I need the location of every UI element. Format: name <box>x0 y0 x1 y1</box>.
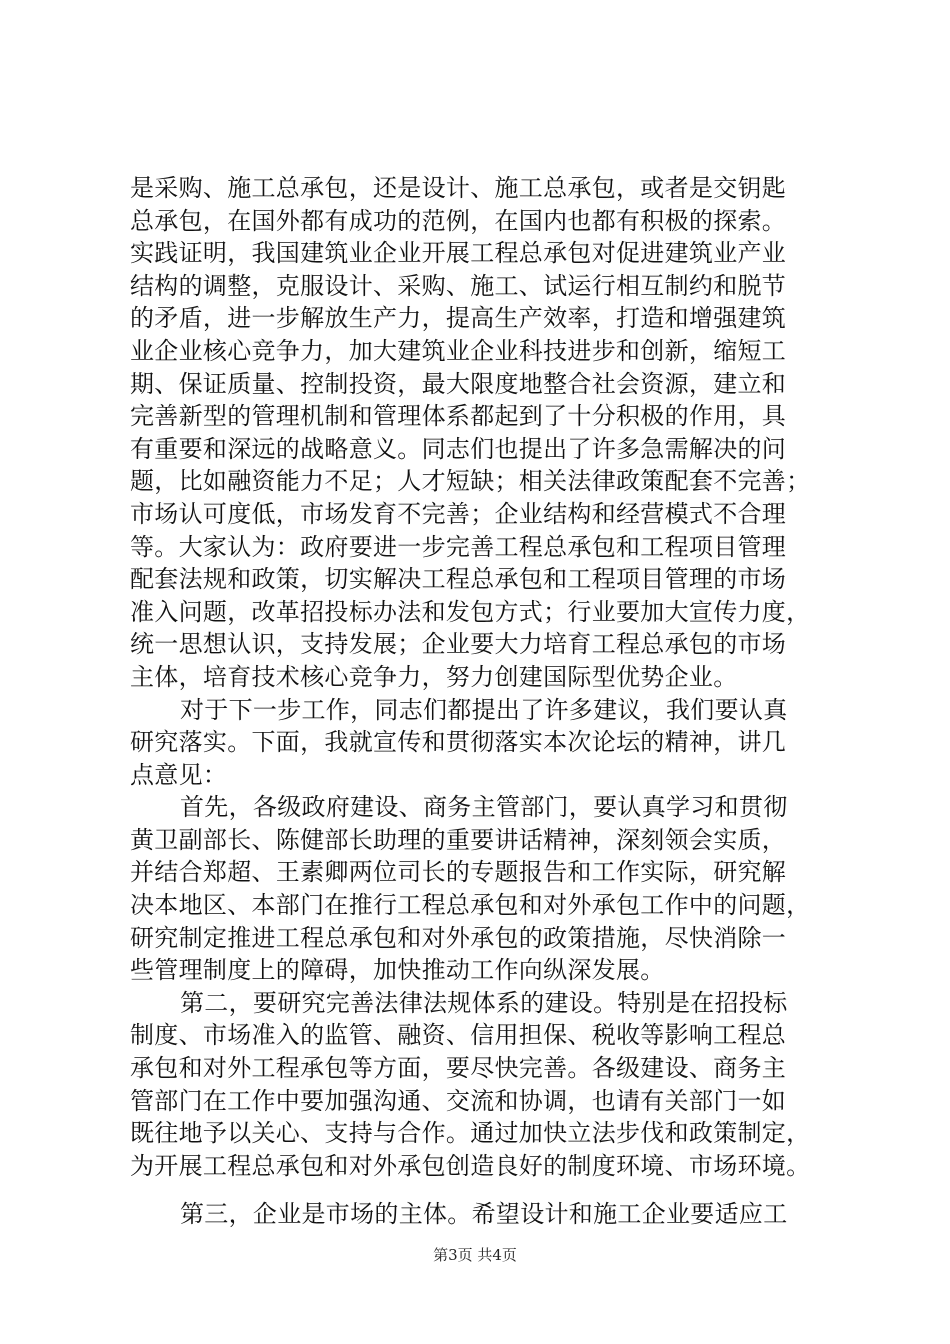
text-line: 等。大家认为：政府要进一步完善工程总承包和工程项目管理 <box>130 532 787 561</box>
text-line: 研究落实。下面，我就宣传和贯彻落实本次论坛的精神，讲几 <box>130 728 787 757</box>
text-line: 完善新型的管理机制和管理体系都起到了十分积极的作用，具 <box>130 402 787 431</box>
text-line: 研究制定推进工程总承包和对外承包的政策措施，尽快消除一 <box>130 923 787 952</box>
text-line: 配套法规和政策，切实解决工程总承包和工程项目管理的市场 <box>130 565 787 594</box>
text-line: 些管理制度上的障碍，加快推动工作向纵深发展。 <box>130 956 665 985</box>
page-number-label: 第3页 共4页 <box>433 1246 517 1264</box>
paragraph-start-line: 对于下一步工作，同志们都提出了许多建议，我们要认真 <box>180 695 788 724</box>
text-line: 题，比如融资能力不足；人才短缺；相关法律政策配套不完善； <box>130 467 811 496</box>
text-line: 承包和对外工程承包等方面，要尽快完善。各级建设、商务主 <box>130 1054 787 1083</box>
text-line: 结构的调整，克服设计、采购、施工、试运行相互制约和脱节 <box>130 271 787 300</box>
text-line: 决本地区、本部门在推行工程总承包和对外承包工作中的问题， <box>130 891 811 920</box>
text-line: 实践证明，我国建筑业企业开展工程总承包对促进建筑业产业 <box>130 239 787 268</box>
text-line: 是采购、施工总承包，还是设计、施工总承包，或者是交钥匙 <box>130 174 787 202</box>
page-footer <box>0 1244 950 1265</box>
text-line: 统一思想认识，支持发展；企业要大力培育工程总承包的市场 <box>130 630 787 659</box>
text-line: 期、保证质量、控制投资，最大限度地整合社会资源，建立和 <box>130 369 787 398</box>
text-line: 业企业核心竞争力，加大建筑业企业科技进步和创新，缩短工 <box>130 336 787 365</box>
text-line: 准入问题，改革招投标办法和发包方式；行业要加大宣传力度， <box>130 597 811 626</box>
text-line: 点意见： <box>130 760 228 789</box>
text-line: 为开展工程总承包和对外承包创造良好的制度环境、市场环境。 <box>130 1151 811 1180</box>
text-line: 既往地予以关心、支持与合作。通过加快立法步伐和政策制定， <box>130 1119 811 1148</box>
paragraph-start-line: 第三，企业是市场的主体。希望设计和施工企业要适应工 <box>180 1200 788 1229</box>
text-line: 的矛盾，进一步解放生产力，提高生产效率，打造和增强建筑 <box>130 304 787 333</box>
text-line: 管部门在工作中要加强沟通、交流和协调，也请有关部门一如 <box>130 1086 787 1115</box>
document-body <box>130 172 830 1231</box>
text-line: 总承包，在国外都有成功的范例，在国内也都有积极的探索。 <box>130 206 787 235</box>
text-line: 并结合郑超、王素卿两位司长的专题报告和工作实际，研究解 <box>130 858 787 887</box>
text-line: 有重要和深远的战略意义。同志们也提出了许多急需解决的问 <box>130 434 787 463</box>
text-line: 主体，培育技术核心竞争力，努力创建国际型优势企业。 <box>130 662 738 691</box>
text-line: 黄卫副部长、陈健部长助理的重要讲话精神，深刻领会实质， <box>130 825 787 854</box>
text-line: 制度、市场准入的监管、融资、信用担保、税收等影响工程总 <box>130 1021 787 1050</box>
paragraph-start-line: 首先，各级政府建设、商务主管部门，要认真学习和贯彻 <box>180 793 788 822</box>
paragraph-start-line: 第二，要研究完善法律法规体系的建设。特别是在招投标 <box>180 988 788 1017</box>
text-line: 市场认可度低，市场发育不完善；企业结构和经营模式不合理 <box>130 499 787 528</box>
